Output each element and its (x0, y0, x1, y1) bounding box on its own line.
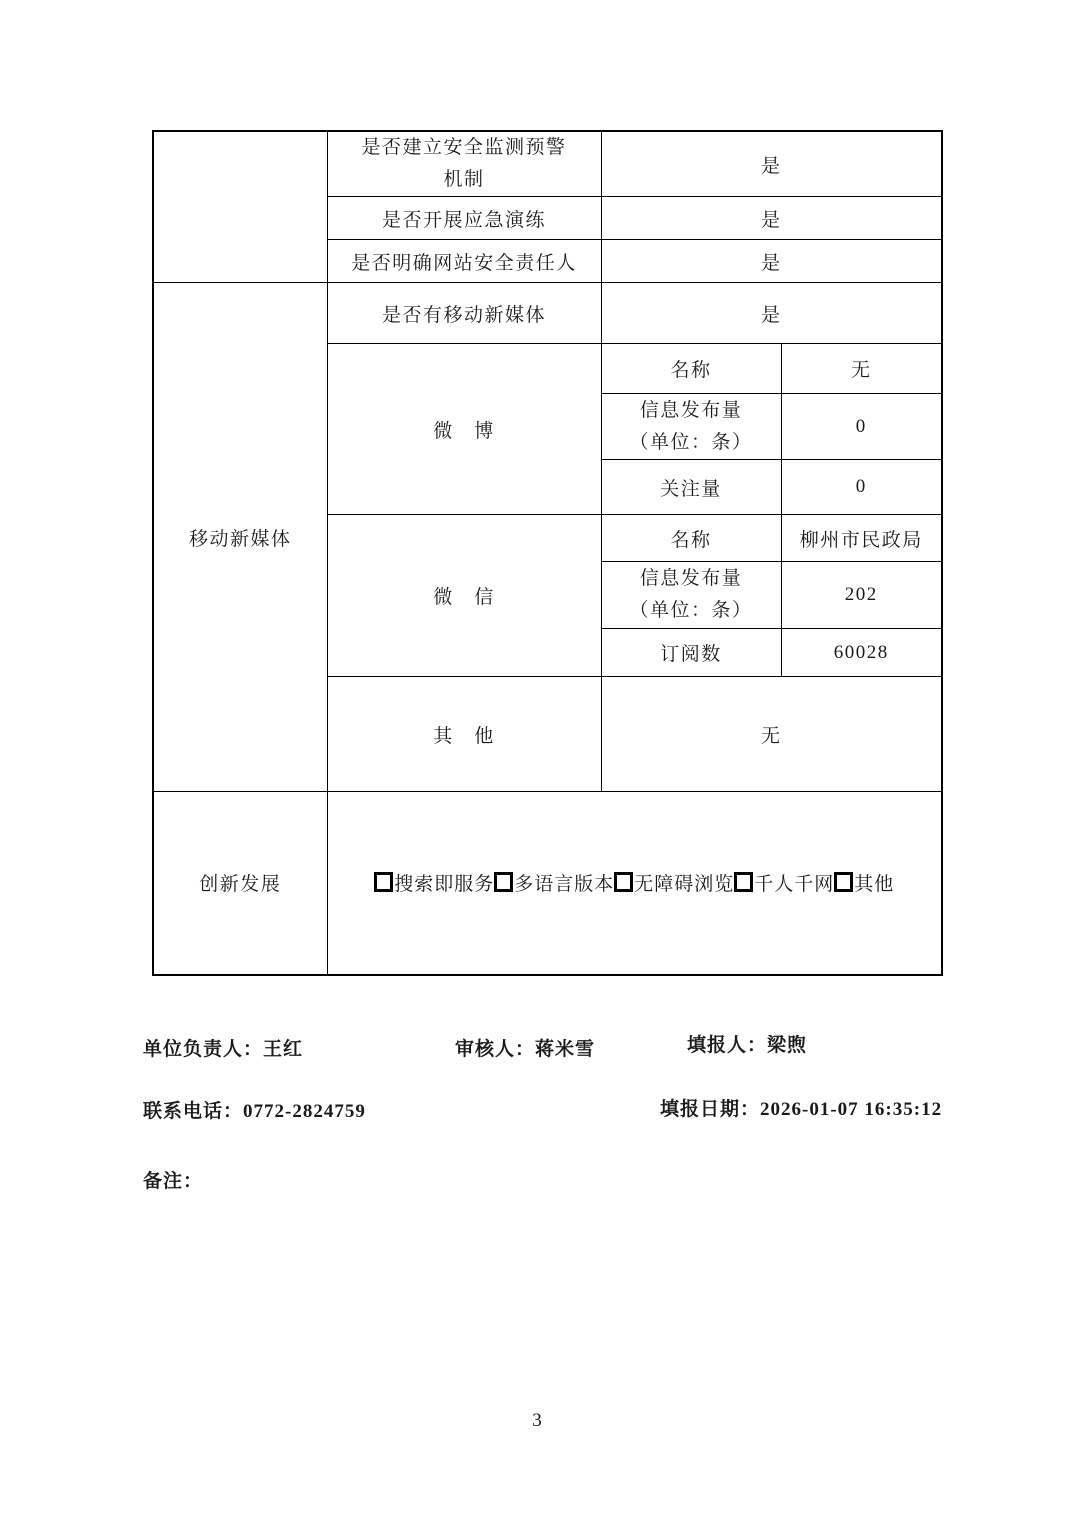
emergency-drill-label: 是否开展应急演练 (327, 197, 601, 240)
checkbox-unchecked-icon (734, 872, 753, 892)
wechat-posts-value: 202 (781, 562, 942, 629)
filler-line (687, 1030, 807, 1057)
wechat-name-value: 柳州市民政局 (781, 515, 942, 562)
innovation-option-label: 无障碍浏览 (634, 874, 735, 896)
weibo-posts-value: 0 (781, 394, 942, 460)
security-monitor-label-line1: 是否建立安全监测预警 (361, 137, 567, 158)
weibo-posts-label-line1: 信息发布量 (639, 399, 743, 421)
wechat-name-label: 名称 (601, 515, 781, 562)
page-number: 3 (532, 1410, 542, 1431)
innovation-option-label: 千人千网 (754, 874, 835, 896)
wechat-posts-label-line2: （单位：条） (629, 600, 753, 621)
filler-value: 梁煦 (767, 1035, 808, 1056)
innovation-option (374, 869, 494, 896)
wechat-label: 微 信 (327, 515, 601, 677)
security-owner-value: 是 (601, 240, 942, 283)
category-mobile-media: 移动新媒体 (153, 283, 327, 792)
weibo-posts-label (601, 394, 781, 460)
security-monitor-label-line2: 机制 (443, 169, 485, 190)
other-media-value: 无 (601, 677, 942, 792)
security-monitor-label (327, 131, 601, 197)
reviewer-value: 蒋米雪 (535, 1039, 596, 1060)
unit-head-line (143, 1034, 303, 1061)
phone-label: 联系电话： (143, 1101, 244, 1122)
wechat-posts-label-line1: 信息发布量 (639, 568, 743, 589)
checkbox-unchecked-icon (494, 872, 513, 892)
innovation-option (494, 869, 614, 896)
innovation-option-label: 多语言版本 (514, 874, 615, 896)
report-date-label: 填报日期： (660, 1099, 761, 1120)
website-report-table (152, 130, 943, 976)
has-mobile-media-value: 是 (601, 283, 942, 344)
category-cell-empty (153, 131, 327, 283)
wechat-posts-label (601, 562, 781, 629)
weibo-name-label: 名称 (601, 344, 781, 394)
weibo-followers-label: 关注量 (601, 460, 781, 515)
wechat-subscribers-value: 60028 (781, 629, 942, 677)
checkbox-unchecked-icon (374, 872, 393, 892)
checkbox-unchecked-icon (834, 872, 853, 892)
other-media-label: 其 他 (327, 677, 601, 792)
reviewer-label: 审核人： (455, 1039, 536, 1060)
weibo-label: 微 博 (327, 344, 601, 515)
innovation-option (834, 869, 894, 896)
security-monitor-value: 是 (601, 131, 942, 197)
weibo-followers-value: 0 (781, 460, 942, 515)
unit-head-label: 单位负责人： (143, 1039, 264, 1060)
report-date-value: 2026-01-07 16:35:12 (760, 1099, 943, 1120)
table-row (153, 792, 942, 975)
innovation-options-cell (327, 792, 942, 975)
report-date-line (660, 1094, 942, 1121)
innovation-option-label: 搜索即服务 (394, 874, 495, 896)
checkbox-unchecked-icon (614, 872, 633, 892)
phone-value: 0772-2824759 (243, 1101, 366, 1122)
unit-head-value: 王红 (263, 1039, 304, 1060)
table-row (153, 131, 942, 197)
remarks-label: 备注： (143, 1171, 204, 1192)
has-mobile-media-label: 是否有移动新媒体 (327, 283, 601, 344)
innovation-option (614, 869, 734, 896)
table-row (153, 283, 942, 344)
remarks-line (143, 1166, 203, 1193)
innovation-options-line (332, 869, 938, 896)
reviewer-line (455, 1034, 595, 1061)
phone-line (143, 1096, 366, 1123)
innovation-option (734, 869, 834, 896)
wechat-subscribers-label: 订阅数 (601, 629, 781, 677)
security-owner-label: 是否明确网站安全责任人 (327, 240, 601, 283)
filler-label: 填报人： (687, 1035, 768, 1056)
innovation-option-label: 其他 (854, 874, 895, 896)
emergency-drill-value: 是 (601, 197, 942, 240)
category-innovation: 创新发展 (153, 792, 327, 975)
weibo-name-value: 无 (781, 344, 942, 394)
weibo-posts-label-line2: （单位：条） (629, 431, 753, 453)
